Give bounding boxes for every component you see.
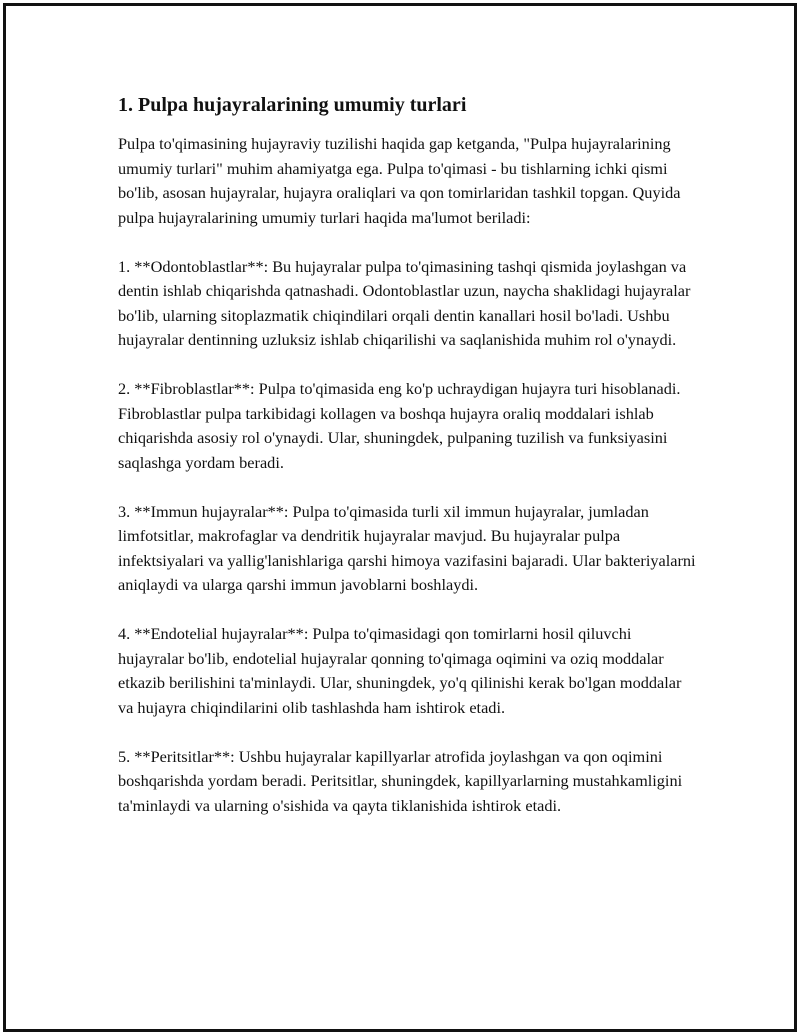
paragraph-immune-cells: 3. **Immun hujayralar**: Pulpa to'qimasida turli xil immun hujayralar, jumladan limfotsitlar, makrofaglar va dendritik hujayralar mavjud. Bu hujayralar pulpa infektsiyalari va yallig'lanishlariga qarshi himoya vazifasini bajaradi. Ular bakteriyalarni aniqlaydi va ularga qarshi immun javoblarni boshlaydi. <box>118 501 696 594</box>
document-body <box>118 92 698 843</box>
paragraph-fibroblasts: 2. **Fibroblastlar**: Pulpa to'qimasida eng ko'p uchraydigan hujayra turi hisoblanadi. Fibroblastlar pulpa tarkibidagi kollagen va boshqa hujayra oraliq moddalari ishlab chiqarishda asosiy rol o'ynaydi. Ular, shuningdek, pulpaning tuzilish va funksiyasini saqlashga yordam beradi. <box>118 379 681 472</box>
section-heading: 1. Pulpa hujayralarining umumiy turlari <box>118 94 467 116</box>
paragraph-pericytes: 5. **Peritsitlar**: Ushbu hujayralar kapillyarlar atrofida joylashgan va qon oqimini boshqarishda yordam beradi. Peritsitlar, shuningdek, kapillyarlarning mustahkamligini ta'minlaydi va ularning o'sishida va qayta tiklanishida ishtirok etadi. <box>118 746 683 815</box>
intro-paragraph: Pulpa to'qimasining hujayraviy tuzilishi haqida gap ketganda, "Pulpa hujayralarining umumiy turlari" muhim ahamiyatga ega. Pulpa to'qimasi - bu tishlarning ichki qismi bo'lib, asosan hujayralar, hujayra oraliqlari va qon tomirlaridan tashkil topgan. Quyida pulpa hujayralarining umumiy turlari haqida ma'lumot beriladi: <box>118 134 681 227</box>
paragraph-odontoblasts: 1. **Odontoblastlar**: Bu hujayralar pulpa to'qimasining tashqi qismida joylashgan va dentin ishlab chiqarishda qatnashadi. Odontoblastlar uzun, naycha shaklidagi hujayralar bo'lib, ularning sitoplazmatik chiqindilari orqali dentin kanallari hosil bo'ladi. Ushbu hujayralar dentinning uzluksiz ishlab chiqarilishi va saqlanishida muhim rol o'ynaydi. <box>118 256 691 349</box>
paragraph-endothelial-cells: 4. **Endotelial hujayralar**: Pulpa to'qimasidagi qon tomirlarni hosil qiluvchi hujayralar bo'lib, endotelial hujayralar qonning to'qimaga oqimini va oziq moddalar etkazib berilishini ta'minlaydi. Ular, shuningdek, yo'q qilinishi kerak bo'lgan moddalar va hujayra chiqindilarini olib tashlashda ham ishtirok etadi. <box>118 624 682 717</box>
